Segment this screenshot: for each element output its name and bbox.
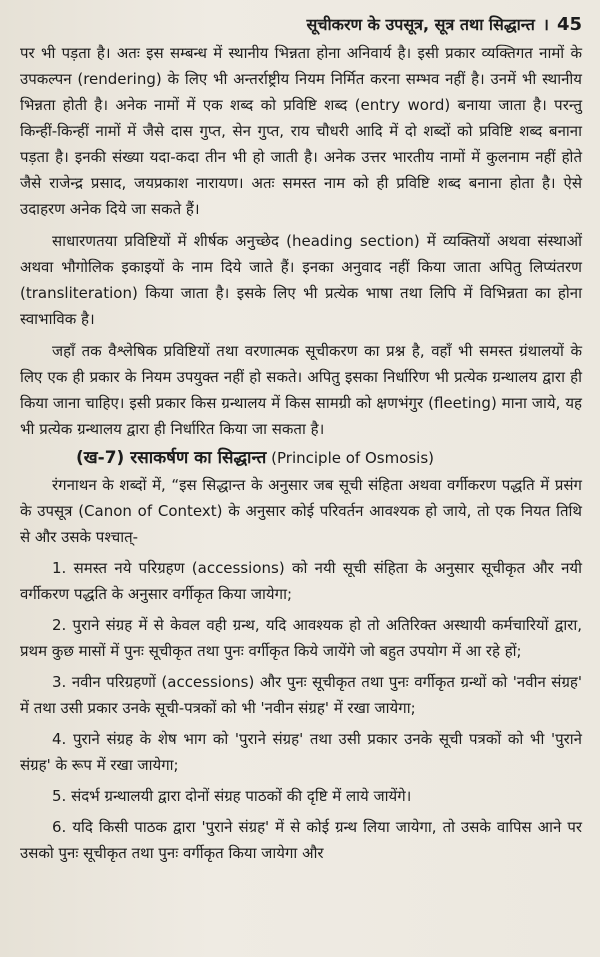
list-item-text: 4. पुराने संग्रह के शेष भाग को 'पुराने संग्रह' तथा उसी प्रकार उनके सूची पत्रकों को भी 'पुराने संग्रह' के रूप में रखा जायेगा; bbox=[20, 730, 582, 774]
section-heading bbox=[20, 444, 582, 472]
list-item-text: 5. संदर्भ ग्रन्थालयी द्वारा दोनों संग्रह पाठकों की दृष्टि में लाये जायेंगे। bbox=[52, 787, 412, 805]
list-item bbox=[20, 814, 582, 866]
intro-paragraph: रंगनाथन के शब्दों में, “इस सिद्धान्त के अनुसार जब सूची संहिता अथवा वर्गीकरण पद्धति में प्रसंग के उपसूत्र (Canon of Context) के अनुसार कोई परिवर्तन आवश्यक हो जाये, तो एक नियत तिथि से और उसके पश्चात्- bbox=[20, 476, 582, 546]
chapter-title: सूचीकरण के उपसूत्र, सूत्र तथा सिद्धान्त bbox=[306, 15, 535, 34]
list-item-text: 6. यदि किसी पाठक द्वारा 'पुराने संग्रह' में से कोई ग्रन्थ लिया जायेगा, तो उसके वापिस आने पर उसको पुनः सूचीकृत तथा पुनः वर्गीकृत किया जायेगा और bbox=[20, 818, 582, 862]
paragraph-3: जहाँ तक वैश्लेषिक प्रविष्टियों तथा वरणात्मक सूचीकरण का प्रश्न है, वहाँ भी समस्त ग्रंथालयों के लिए एक ही प्रकार के नियम उपयुक्त नहीं हो सकते। अपितु इसका निर्धारिण भी प्रत्येक ग्रन्थालय द्वारा ही किया जाना चाहिए। इसी प्रकार किस ग्रन्थालय में किस सामग्री को क्षणभंगुर (fleeting) माना जाये, यह भी प्रत्येक ग्रन्थालय द्वारा ही निर्धारित किया जा सकता है। bbox=[20, 342, 582, 438]
page-number: 45 bbox=[556, 14, 582, 35]
list-item bbox=[20, 555, 582, 607]
list-item-text: 2. पुराने संग्रह में से केवल वही ग्रन्थ, यदि आवश्यक हो तो अतिरिक्त अस्थायी कर्मचारियों द्वारा, प्रथम कुछ मासों में पुनः सूचीकृत तथा पुनः वर्गीकृत किये जायेंगे जो बहुत उपयोग में आ रहे हों; bbox=[20, 616, 582, 660]
paragraph-1: पर भी पड़ता है। अतः इस सम्बन्ध में स्थानीय भिन्नता होना अनिवार्य है। इसी प्रकार व्यक्तिगत नामों के उपकल्पन (rendering) के लिए भी अन्तर्राष्ट्रीय नियम निर्मित करना सम्भव नहीं है। उनमें भी स्थानीय भिन्नता होती है। अनेक नामों में एक शब्द को प्रविष्टि शब्द (entry word) बनाया जाता है। परन्तु किन्हीं-किन्हीं नामों में जैसे दास गुप्त, सेन गुप्त, राय चौधरी आदि में दो शब्दों को प्रविष्टि शब्द बनाना पड़ता है। इनकी संख्या यदा-कदा तीन भी हो जाती है। अनेक उत्तर भारतीय नामों में कुलनाम नहीं होते जैसे राजेन्द्र प्रसाद, जयप्रकाश नारायण। अतः समस्त नाम को ही प्रविष्टि शब्द बनाना होता है। ऐसे उदाहरण अनेक दिये जा सकते हैं। bbox=[20, 44, 582, 218]
section-heading-english: (Principle of Osmosis) bbox=[271, 449, 435, 467]
section-heading-label: (ख-7) रसाकर्षण का सिद्धान्त bbox=[76, 448, 267, 468]
list-item bbox=[20, 612, 582, 664]
running-header bbox=[20, 14, 582, 36]
header-separator: । bbox=[542, 15, 549, 34]
list-item bbox=[20, 669, 582, 721]
list-item bbox=[20, 726, 582, 778]
list-item-text: 1. समस्त नये परिग्रहण (accessions) को नयी सूची संहिता के अनुसार सूचीकृत और नयी वर्गीकरण पद्धति के अनुसार वर्गीकृत किया जायेगा; bbox=[20, 559, 582, 603]
list-item bbox=[20, 783, 582, 809]
list-item-text: 3. नवीन परिग्रहणों (accessions) और पुनः सूचीकृत तथा पुनः वर्गीकृत ग्रन्थों को 'नवीन संग्रह' में तथा उसी प्रकार उनके सूची-पत्रकों को भी 'नवीन संग्रह' में रखा जायेगा; bbox=[20, 673, 582, 717]
paragraph-2: साधारणतया प्रविष्टियों में शीर्षक अनुच्छेद (heading section) में व्यक्तियों अथवा संस्थाओं अथवा भौगोलिक इकाइयों के नाम दिये जाते हैं। इनका अनुवाद नहीं किया जाता अपितु लिप्यंतरण (transliteration) किया जाता है। इसके लिए भी प्रत्येक भाषा तथा लिपि में विभिन्नता का होना स्वाभाविक है। bbox=[20, 232, 582, 328]
